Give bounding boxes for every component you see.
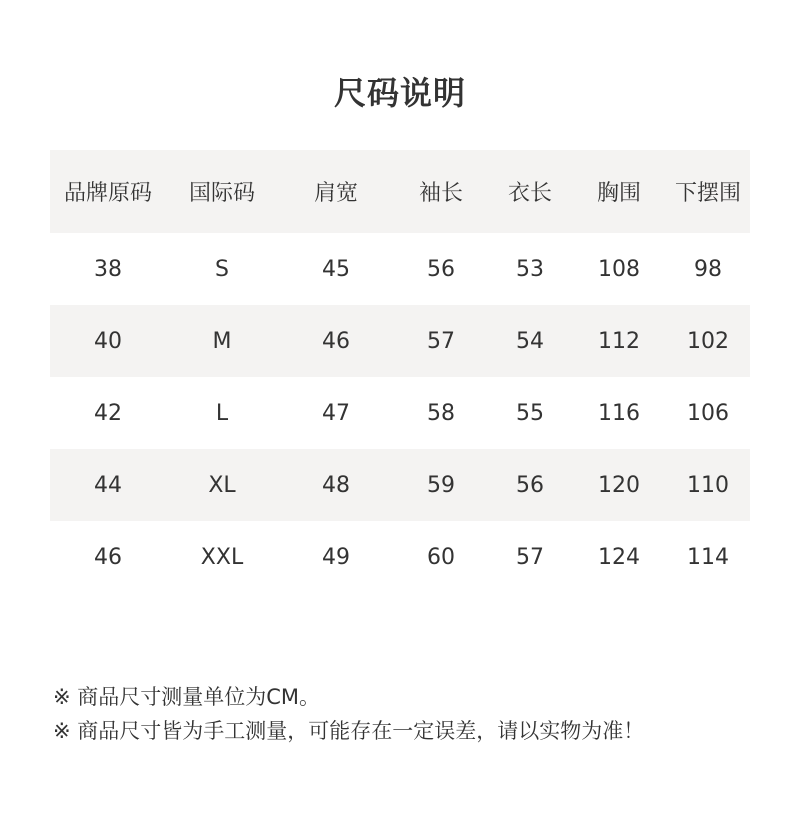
table-cell: 44 <box>94 472 122 498</box>
table-cell: L <box>215 400 229 426</box>
table-cell: 106 <box>687 400 729 426</box>
table-header-row <box>50 150 750 233</box>
table-row <box>50 305 750 377</box>
table-cell: 48 <box>322 472 350 498</box>
table-cell: 38 <box>94 256 122 282</box>
table-cell: 98 <box>694 256 722 282</box>
table-cell: 57 <box>427 328 455 354</box>
notes-section <box>53 680 773 748</box>
table-cell: 40 <box>94 328 122 354</box>
table-cell: XL <box>208 472 236 498</box>
table-row <box>50 521 750 593</box>
table-cell: 42 <box>94 400 122 426</box>
table-cell: 47 <box>322 400 350 426</box>
table-cell: 55 <box>516 400 544 426</box>
header-chest: 胸围 <box>596 181 641 206</box>
table-cell: 124 <box>598 544 640 570</box>
table-cell: 110 <box>687 472 729 498</box>
note-unit: ※ 商品尺寸测量单位为CM。 <box>53 685 321 709</box>
header-brand-size: 品牌原码 <box>63 181 152 206</box>
table-row <box>50 377 750 449</box>
table-cell: 49 <box>322 544 350 570</box>
note-measurement: ※ 商品尺寸皆为手工测量，可能存在一定误差，请以实物为准！ <box>53 719 645 743</box>
header-sleeve: 袖长 <box>418 181 463 206</box>
table-cell: 58 <box>427 400 455 426</box>
table-cell: 120 <box>598 472 640 498</box>
table-cell: S <box>215 256 229 282</box>
table-cell: 46 <box>322 328 350 354</box>
table-cell: 60 <box>427 544 455 570</box>
size-table <box>50 150 750 593</box>
page-title: 尺码说明 <box>333 74 466 112</box>
table-cell: 108 <box>598 256 640 282</box>
table-cell: 56 <box>516 472 544 498</box>
table-cell: 56 <box>427 256 455 282</box>
table-cell: 53 <box>516 256 544 282</box>
table-cell: 114 <box>687 544 729 570</box>
table-row <box>50 449 750 521</box>
table-cell: 46 <box>94 544 122 570</box>
table-cell: 116 <box>598 400 640 426</box>
header-intl-size: 国际码 <box>188 181 255 206</box>
table-cell: 54 <box>516 328 544 354</box>
table-cell: 45 <box>322 256 350 282</box>
header-length: 衣长 <box>507 181 552 206</box>
table-cell: M <box>212 328 232 354</box>
table-cell: 112 <box>598 328 640 354</box>
header-hem: 下摆围 <box>674 181 741 206</box>
table-cell: XXL <box>200 544 244 570</box>
table-cell: 102 <box>687 328 729 354</box>
table-row <box>50 233 750 305</box>
header-shoulder: 肩宽 <box>313 181 358 206</box>
table-cell: 59 <box>427 472 455 498</box>
table-cell: 57 <box>516 544 544 570</box>
